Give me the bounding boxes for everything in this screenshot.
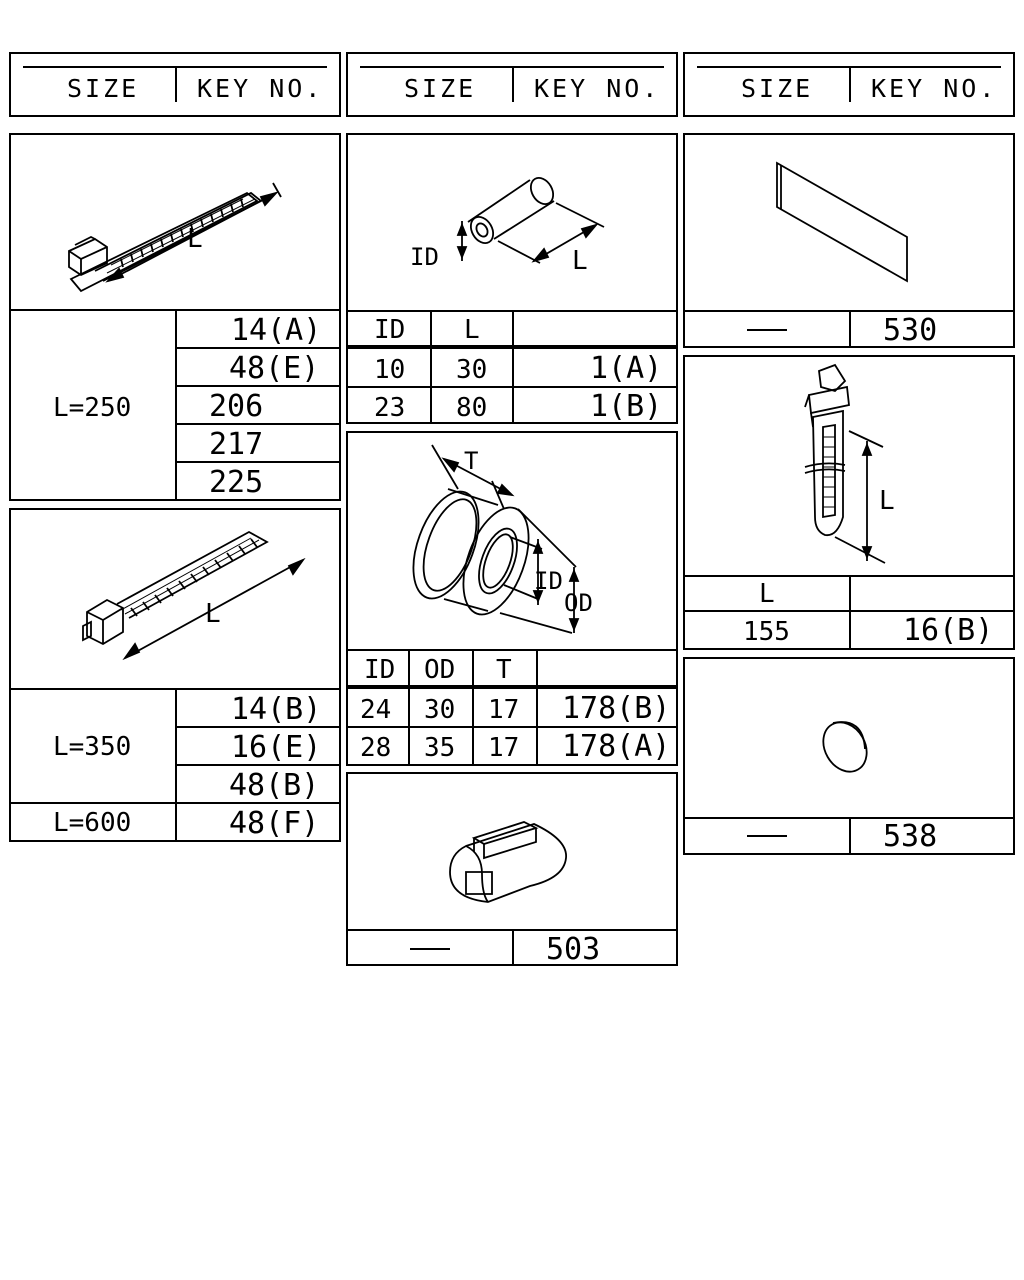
key-number: 1(A) bbox=[590, 351, 663, 386]
key-number: 225 bbox=[209, 465, 264, 500]
tube-icon bbox=[348, 135, 678, 310]
clip-icon bbox=[685, 357, 1015, 575]
grommet-t-value: 17 bbox=[488, 695, 520, 725]
tie-length-label: L bbox=[187, 224, 203, 254]
cable-tie-icon bbox=[11, 135, 341, 310]
tube-l-value: 30 bbox=[456, 355, 488, 385]
tie-length-label: L bbox=[205, 599, 221, 629]
key-number: 530 bbox=[883, 313, 938, 348]
key-number: 48(F) bbox=[229, 806, 320, 841]
header-size-label: SIZE bbox=[67, 74, 140, 103]
key-number: 1(B) bbox=[590, 389, 663, 424]
grommet-od-value: 35 bbox=[424, 733, 456, 763]
key-number: 178(A) bbox=[562, 729, 671, 764]
col-header-l: L bbox=[464, 315, 480, 345]
plug-icon bbox=[685, 659, 1015, 817]
tube-panel bbox=[346, 133, 678, 424]
col-header-t: T bbox=[496, 655, 512, 685]
plug-panel bbox=[683, 657, 1015, 855]
key-number: 48(B) bbox=[229, 768, 320, 803]
key-number: 14(B) bbox=[231, 692, 322, 727]
tube-id-value: 23 bbox=[374, 393, 406, 423]
tube-length-label: L bbox=[572, 246, 588, 276]
grommet-id-value: 28 bbox=[360, 733, 392, 763]
grommet-od-value: 30 bbox=[424, 695, 456, 725]
cushion-panel bbox=[346, 772, 678, 966]
cushion-icon bbox=[348, 774, 678, 929]
col-header-od: OD bbox=[424, 655, 456, 685]
header-key-label: KEY NO. bbox=[871, 74, 998, 103]
key-number: 217 bbox=[209, 427, 264, 462]
key-number: 503 bbox=[546, 932, 601, 967]
grommet-id-value: 24 bbox=[360, 695, 392, 725]
tape-icon bbox=[685, 135, 1015, 310]
cable-tie-250-panel bbox=[9, 133, 341, 501]
key-number: 178(B) bbox=[562, 691, 671, 726]
header-col1 bbox=[9, 52, 341, 117]
key-number: 206 bbox=[209, 389, 264, 424]
size-value: L=600 bbox=[53, 808, 132, 838]
tube-l-value: 80 bbox=[456, 393, 488, 423]
cable-tie-350-panel bbox=[9, 508, 341, 842]
tube-id-label: ID bbox=[410, 243, 439, 271]
key-number: 16(E) bbox=[231, 730, 322, 765]
col-header-l: L bbox=[759, 579, 775, 609]
key-number: 14(A) bbox=[231, 313, 322, 348]
header-size-label: SIZE bbox=[404, 74, 477, 103]
col-header-id: ID bbox=[374, 315, 406, 345]
tape-panel bbox=[683, 133, 1015, 348]
tube-id-value: 10 bbox=[374, 355, 406, 385]
header-key-label: KEY NO. bbox=[197, 74, 324, 103]
key-number: 538 bbox=[883, 819, 938, 854]
col-header-id: ID bbox=[364, 655, 396, 685]
grommet-id-label: ID bbox=[534, 567, 563, 595]
grommet-t-value: 17 bbox=[488, 733, 520, 763]
clip-l-value: 155 bbox=[743, 617, 790, 647]
clip-length-label: L bbox=[879, 486, 895, 516]
grommet-panel bbox=[346, 431, 678, 766]
size-value: L=250 bbox=[53, 393, 132, 423]
key-number: 16(B) bbox=[903, 613, 994, 648]
key-number: 48(E) bbox=[229, 351, 320, 386]
header-col3 bbox=[683, 52, 1015, 117]
header-col2 bbox=[346, 52, 678, 117]
grommet-od-label: OD bbox=[564, 589, 593, 617]
header-key-label: KEY NO. bbox=[534, 74, 661, 103]
size-value: L=350 bbox=[53, 732, 132, 762]
cable-tie-icon bbox=[11, 510, 341, 688]
grommet-icon bbox=[348, 433, 678, 651]
clip-panel bbox=[683, 355, 1015, 650]
header-size-label: SIZE bbox=[741, 74, 814, 103]
grommet-t-label: T bbox=[464, 447, 479, 475]
